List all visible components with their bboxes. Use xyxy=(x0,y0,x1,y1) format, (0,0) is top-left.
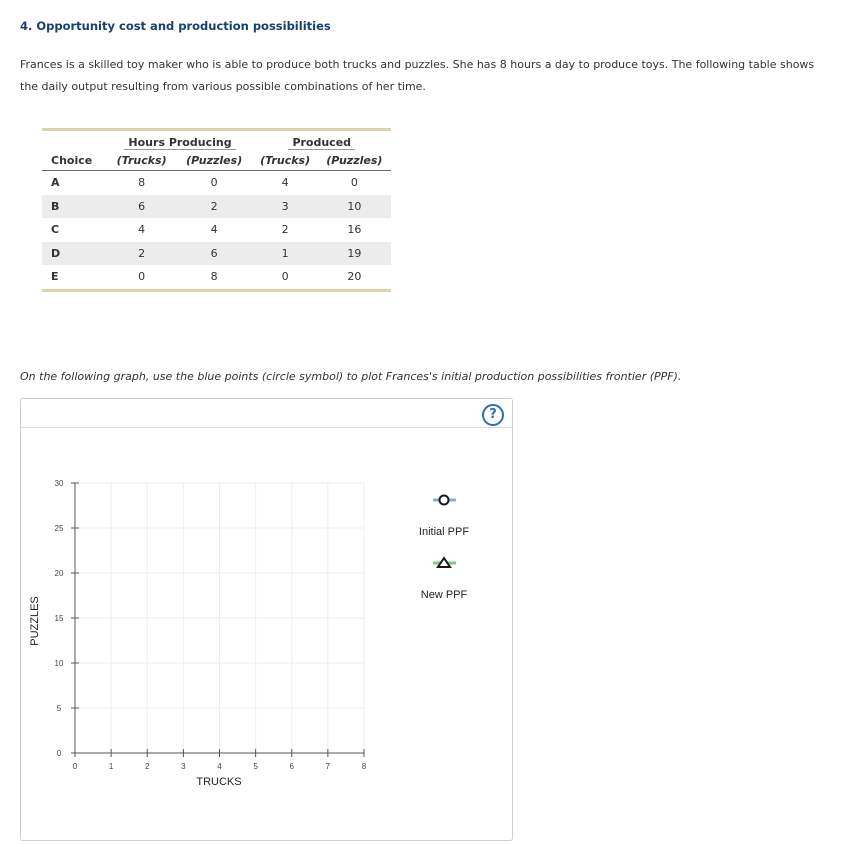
y-tick-label: 5 xyxy=(56,704,62,713)
y-tick-label: 0 xyxy=(56,749,62,758)
question-title: 4. Opportunity cost and production possibilities xyxy=(20,19,331,33)
y-tick-label: 25 xyxy=(54,524,64,533)
table-row: E 0 8 0 20 xyxy=(51,270,362,284)
x-tick-label: 5 xyxy=(253,762,258,771)
x-tick-label: 8 xyxy=(361,762,367,771)
col-hours-puzzles: (Puzzles) xyxy=(176,150,253,171)
col-choice: Choice xyxy=(42,150,108,171)
y-tick-label: 10 xyxy=(54,659,64,668)
x-tick-label: 2 xyxy=(145,762,150,771)
circle-marker-icon xyxy=(440,496,449,505)
legend-initial-ppf-tool[interactable] xyxy=(433,496,456,505)
help-icon[interactable]: ? xyxy=(482,404,504,426)
graph-instruction: On the following graph, use the blue points (circle symbol) to plot Frances's initial production possibilities frontier (PPF). xyxy=(20,370,682,383)
x-tick-label: 7 xyxy=(325,762,331,771)
ppf-graph[interactable] xyxy=(21,399,512,840)
graph-panel xyxy=(20,398,513,841)
col-produced-trucks: (Trucks) xyxy=(253,150,318,171)
legend-initial-label: Initial PPF xyxy=(418,526,470,538)
y-tick-label: 30 xyxy=(54,479,64,488)
production-table xyxy=(42,128,391,292)
x-axis-label: TRUCKS xyxy=(196,776,242,788)
table-row: B 6 2 3 10 xyxy=(42,195,391,219)
y-tick-label: 15 xyxy=(54,614,64,623)
x-tick-label: 1 xyxy=(108,762,114,771)
x-tick-label: 0 xyxy=(72,762,78,771)
table-group-header xyxy=(42,130,391,151)
y-tick-label: 20 xyxy=(54,569,64,578)
table-column-header xyxy=(42,150,391,171)
x-tick-label: 3 xyxy=(181,762,186,771)
x-tick-label: 4 xyxy=(217,762,222,771)
legend-new-label: New PPF xyxy=(420,589,468,601)
col-hours-trucks: (Trucks) xyxy=(108,150,176,171)
legend-new-ppf-tool[interactable] xyxy=(433,558,456,567)
col-produced-puzzles: (Puzzles) xyxy=(318,150,391,171)
table-row: C 4 4 2 16 xyxy=(51,223,362,237)
triangle-marker-icon xyxy=(438,558,450,567)
group-produced: Produced xyxy=(288,136,355,150)
y-axis-label: PUZZLES xyxy=(29,596,41,646)
table-row: D 2 6 1 19 xyxy=(42,242,391,266)
intro-paragraph: Frances is a skilled toy maker who is able to produce both trucks and puzzles. She has 8 hours a day to produce toys. The following table shows the daily output resulting from various possible combinations of her time. xyxy=(20,58,815,93)
table-row: A 8 0 4 0 xyxy=(51,176,358,190)
x-tick-label: 6 xyxy=(289,762,294,771)
group-hours-producing: Hours Producing xyxy=(124,136,235,150)
